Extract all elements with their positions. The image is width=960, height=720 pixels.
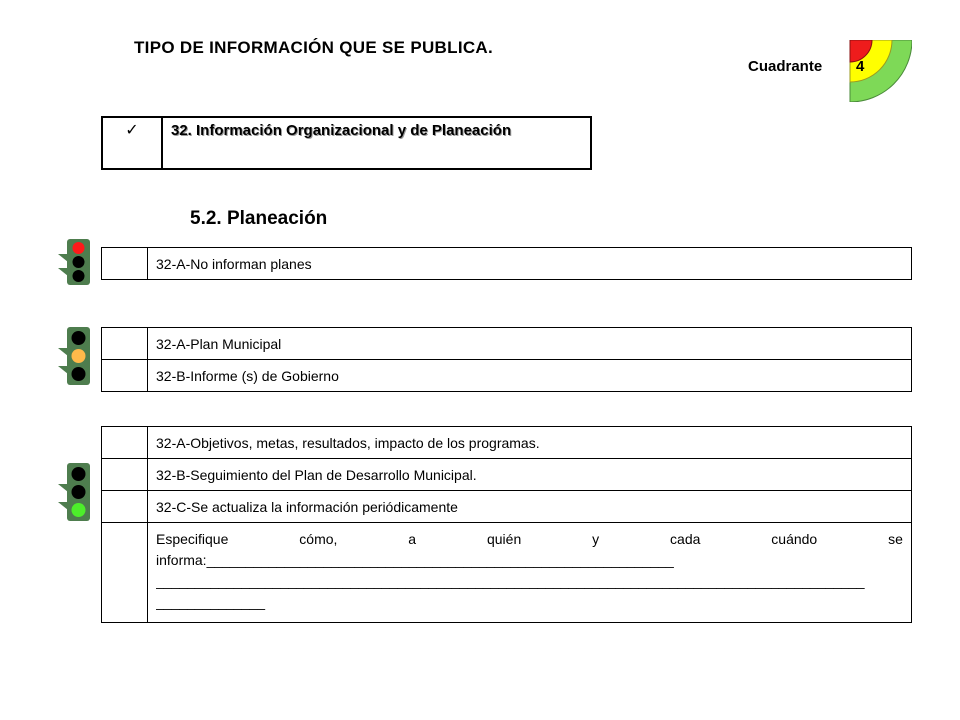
table-row (102, 328, 912, 360)
specify-prompt: Especifique cómo, a quién y cada cuándo se (156, 531, 903, 547)
specify-line: ___________________________________________________________________________________________ (156, 573, 865, 589)
checkbox-cell[interactable] (102, 248, 148, 280)
specify-line: informa:____________________________________________________________ (156, 552, 674, 568)
criterion-text: 32-A-Plan Municipal (148, 328, 912, 360)
table-row (102, 427, 912, 459)
criteria-table-red (101, 247, 912, 280)
table-row (102, 248, 912, 280)
specify-line: ______________ (156, 594, 266, 610)
table-row (102, 360, 912, 392)
checkbox-cell[interactable] (102, 523, 148, 623)
table-row (102, 523, 912, 623)
checkbox-cell[interactable] (102, 328, 148, 360)
checkbox-cell[interactable] (102, 427, 148, 459)
checkbox-cell[interactable] (102, 459, 148, 491)
table-row (102, 459, 912, 491)
check-icon: ✓ (103, 118, 163, 168)
page-title: TIPO DE INFORMACIÓN QUE SE PUBLICA. (134, 38, 494, 57)
traffic-light-red-icon (56, 238, 92, 286)
table-row (102, 491, 912, 523)
checkbox-cell[interactable] (102, 360, 148, 392)
topic-box (101, 116, 592, 170)
quadrant-label: Cuadrante (748, 58, 823, 75)
criterion-text: 32-B-Informe (s) de Gobierno (148, 360, 912, 392)
quadrant-number: 4 (856, 58, 865, 75)
criterion-text: 32-A-No informan planes (148, 248, 912, 280)
criteria-table-yellow (101, 327, 912, 392)
topic-title: 32. Información Organizacional y de Planeación (171, 122, 512, 139)
criterion-text: 32-C-Se actualiza la información periódicamente (148, 491, 912, 523)
section-title: 5.2. Planeación (190, 208, 328, 229)
traffic-light-green-icon (56, 462, 92, 522)
criterion-text: 32-A-Objetivos, metas, resultados, impacto de los programas. (148, 427, 912, 459)
traffic-light-yellow-icon (56, 326, 92, 386)
checkbox-cell[interactable] (102, 491, 148, 523)
criterion-text: 32-B-Seguimiento del Plan de Desarrollo Municipal. (148, 459, 912, 491)
specify-field[interactable] (148, 523, 912, 623)
criteria-table-green (101, 426, 912, 623)
